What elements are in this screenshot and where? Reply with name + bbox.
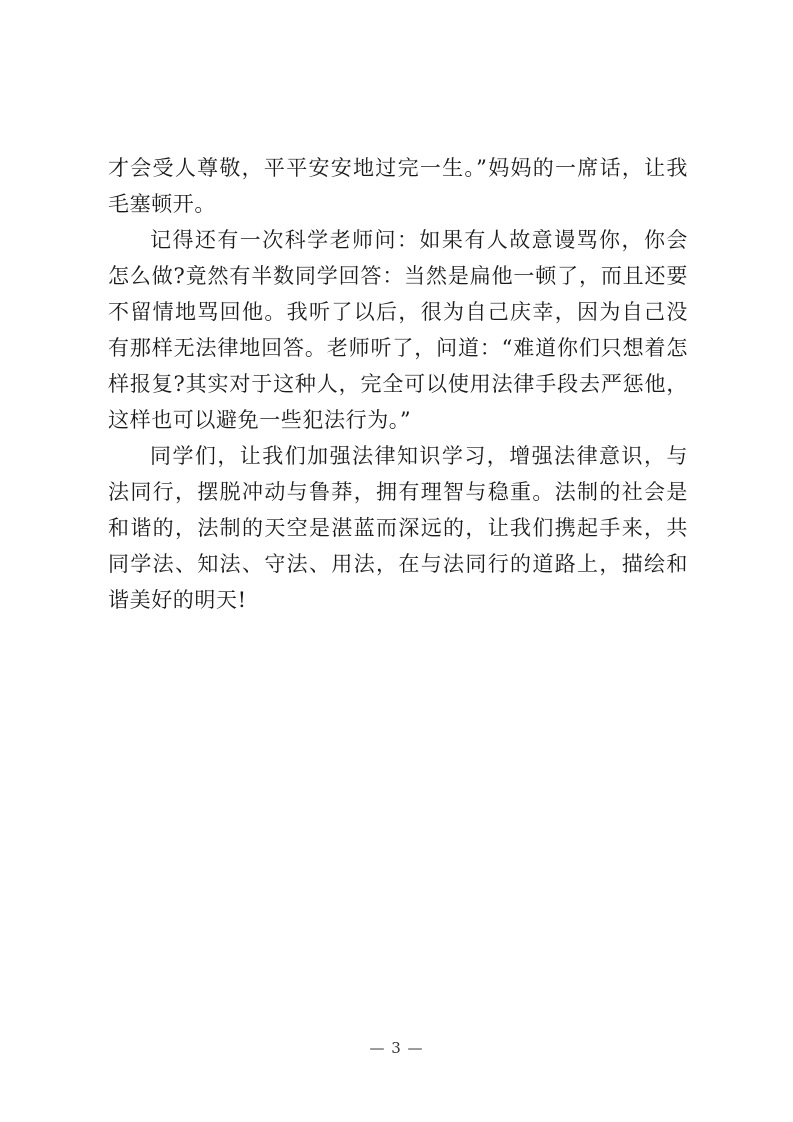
- paragraph-conclusion: 同学们，让我们加强法律知识学习，增强法律意识，与法同行，摆脱冲动与鲁莽，拥有理智与稳重。法制的社会是和谐的，法制的天空是湛蓝而深远的，让我们携起手来，共同学法、知法、守法、用法，在与法同行的道路上，描绘和谐美好的明天!: [108, 444, 688, 612]
- paragraph-science-teacher: 记得还有一次科学老师问：如果有人故意谩骂你，你会怎么做?竟然有半数同学回答：当然是扁他一顿了，而且还要不留情地骂回他。我听了以后，很为自己庆幸，因为自己没有那样无法律地回答。老师听了，问道：“难道你们只想着怎样报复?其实对于这种人，完全可以使用法律手段去严惩他，这样也可以避免一些犯法行为。”: [108, 228, 688, 432]
- body-text: [108, 150, 688, 618]
- page-number: — 3 —: [369, 1039, 424, 1057]
- paragraph-continuation: 才会受人尊敬，平平安安地过完一生。”妈妈的一席话，让我毛塞顿开。: [108, 156, 688, 216]
